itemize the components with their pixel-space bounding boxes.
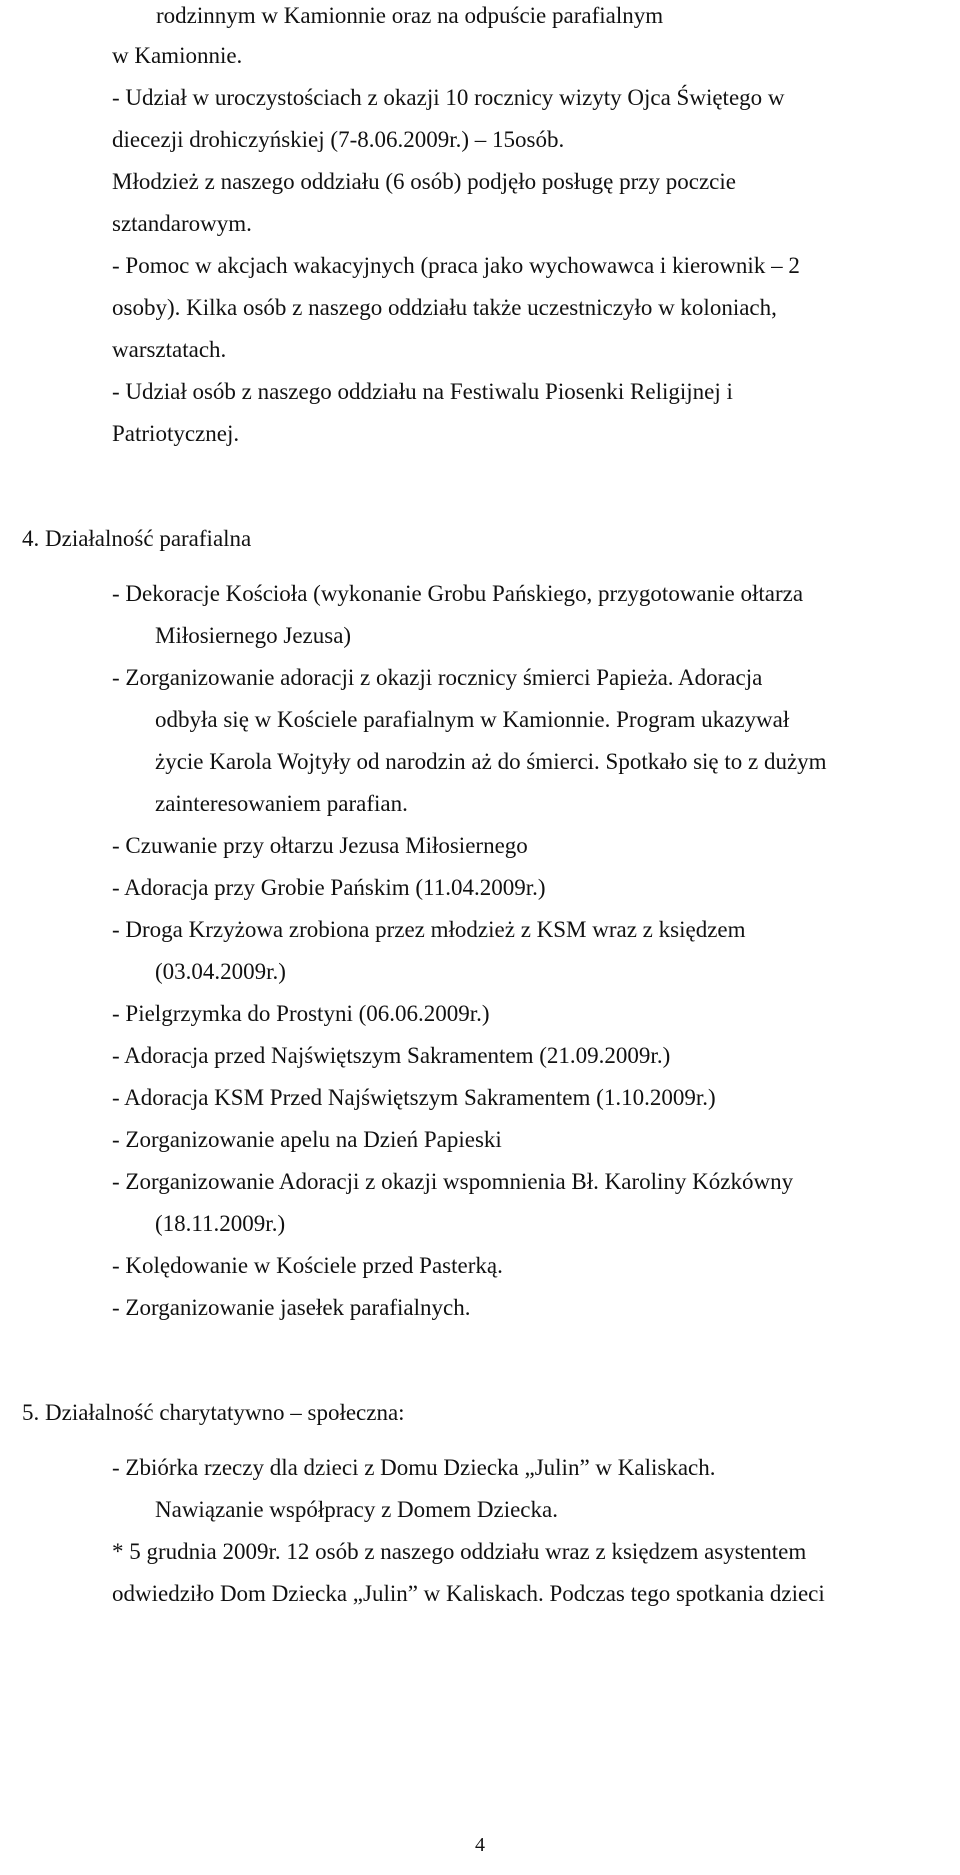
text-line: osoby). Kilka osób z naszego oddziału także uczestniczyło w koloniach,: [112, 295, 777, 320]
text-line: warsztatach.: [112, 337, 227, 362]
text-line: sztandarowym.: [112, 211, 252, 236]
list-item: - Zorganizowanie Adoracji z okazji wspomnienia Bł. Karoliny Kózkówny: [112, 1169, 794, 1194]
list-item-continuation: (18.11.2009r.): [155, 1211, 286, 1236]
text-line: odwiedziło Dom Dziecka „Julin” w Kaliskach. Podczas tego spotkania dzieci: [112, 1581, 825, 1606]
list-item-continuation: życie Karola Wojtyły od narodzin aż do śmierci. Spotkało się to z dużym: [155, 749, 827, 774]
list-item: - Pielgrzymka do Prostyni (06.06.2009r.): [112, 1001, 490, 1026]
text-line: w Kamionnie.: [112, 43, 243, 68]
list-item: - Adoracja przy Grobie Pańskim (11.04.2009r.): [112, 875, 546, 900]
list-item: - Kolędowanie w Kościele przed Pasterką.: [112, 1253, 503, 1278]
text-line: - Pomoc w akcjach wakacyjnych (praca jako wychowawca i kierownik – 2: [112, 253, 800, 278]
text-line: - Udział osób z naszego oddziału na Festiwalu Piosenki Religijnej i: [112, 379, 733, 404]
text-line: - Udział w uroczystościach z okazji 10 rocznicy wizyty Ojca Świętego w: [112, 85, 785, 110]
list-item-continuation: Nawiązanie współpracy z Domem Dziecka.: [155, 1497, 558, 1522]
list-item: - Zorganizowanie adoracji z okazji rocznicy śmierci Papieża. Adoracja: [112, 665, 763, 690]
list-item-continuation: (03.04.2009r.): [155, 959, 286, 984]
list-item: - Zbiórka rzeczy dla dzieci z Domu Dziecka „Julin” w Kaliskach.: [112, 1455, 716, 1480]
list-item-continuation: Miłosiernego Jezusa): [155, 623, 352, 648]
list-item: - Czuwanie przy ołtarzu Jezusa Miłosiernego: [112, 833, 528, 858]
text-line: Patriotycznej.: [112, 421, 240, 446]
section-heading: 5. Działalność charytatywno – społeczna:: [22, 1400, 405, 1425]
list-item: - Zorganizowanie apelu na Dzień Papieski: [112, 1127, 502, 1152]
list-item: - Dekoracje Kościoła (wykonanie Grobu Pańskiego, przygotowanie ołtarza: [112, 581, 804, 606]
list-item: - Droga Krzyżowa zrobiona przez młodzież z KSM wraz z księdzem: [112, 917, 746, 942]
section-heading: 4. Działalność parafialna: [22, 526, 252, 551]
text-line: Młodzież z naszego oddziału (6 osób) podjęło posługę przy poczcie: [112, 169, 736, 194]
list-item: - Zorganizowanie jasełek parafialnych.: [112, 1295, 471, 1320]
text-line: * 5 grudnia 2009r. 12 osób z naszego oddziału wraz z księdzem asystentem: [112, 1539, 807, 1564]
text-line: diecezji drohiczyńskiej (7-8.06.2009r.) – 15osób.: [112, 127, 565, 152]
list-item-continuation: odbyła się w Kościele parafialnym w Kamionnie. Program ukazywał: [155, 707, 790, 732]
list-item: - Adoracja przed Najświętszym Sakramentem (21.09.2009r.): [112, 1043, 671, 1068]
text-line: rodzinnym w Kamionnie oraz na odpuście parafialnym: [156, 3, 664, 28]
list-item-continuation: zainteresowaniem parafian.: [155, 791, 408, 816]
list-item: - Adoracja KSM Przed Najświętszym Sakramentem (1.10.2009r.): [112, 1085, 716, 1110]
page-number: 4: [475, 1834, 485, 1856]
